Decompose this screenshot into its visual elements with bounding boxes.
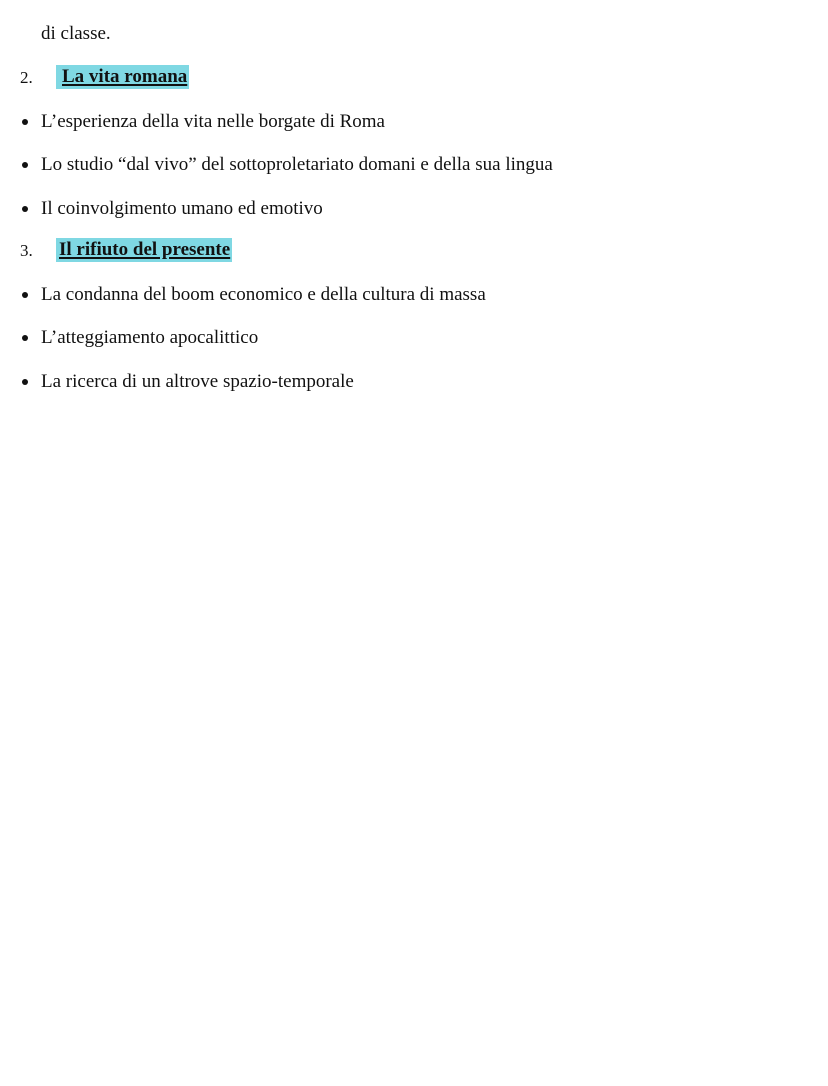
bullet-icon: [22, 379, 28, 385]
list-item: [18, 154, 718, 178]
section-number: 2.: [20, 68, 33, 87]
section-title-highlighted: La vita romana: [56, 65, 189, 89]
bullet-icon: [22, 206, 28, 212]
section-title-highlighted: Il rifiuto del presente: [56, 238, 232, 262]
bullet-icon: [22, 335, 28, 341]
list-item: [18, 327, 718, 351]
list-item-text: Lo studio “dal vivo” del sottoproletariato domani e della sua lingua: [41, 154, 553, 175]
section-number: 3.: [20, 241, 33, 260]
bullet-icon: [22, 162, 28, 168]
list-item-text: L’atteggiamento apocalittico: [41, 327, 259, 348]
list-item: [18, 111, 718, 135]
continuation-text: di classe.: [41, 23, 111, 44]
list-item-text: La condanna del boom economico e della cultura di massa: [41, 284, 486, 305]
list-item-text: L’esperienza della vita nelle borgate di Roma: [41, 111, 385, 132]
bullet-icon: [22, 292, 28, 298]
list-item: [18, 371, 718, 395]
list-item: [18, 198, 718, 222]
bullet-icon: [22, 119, 28, 125]
list-item-text: Il coinvolgimento umano ed emotivo: [41, 198, 323, 219]
list-item-text: La ricerca di un altrove spazio-temporale: [41, 371, 354, 392]
list-item: [18, 284, 718, 308]
